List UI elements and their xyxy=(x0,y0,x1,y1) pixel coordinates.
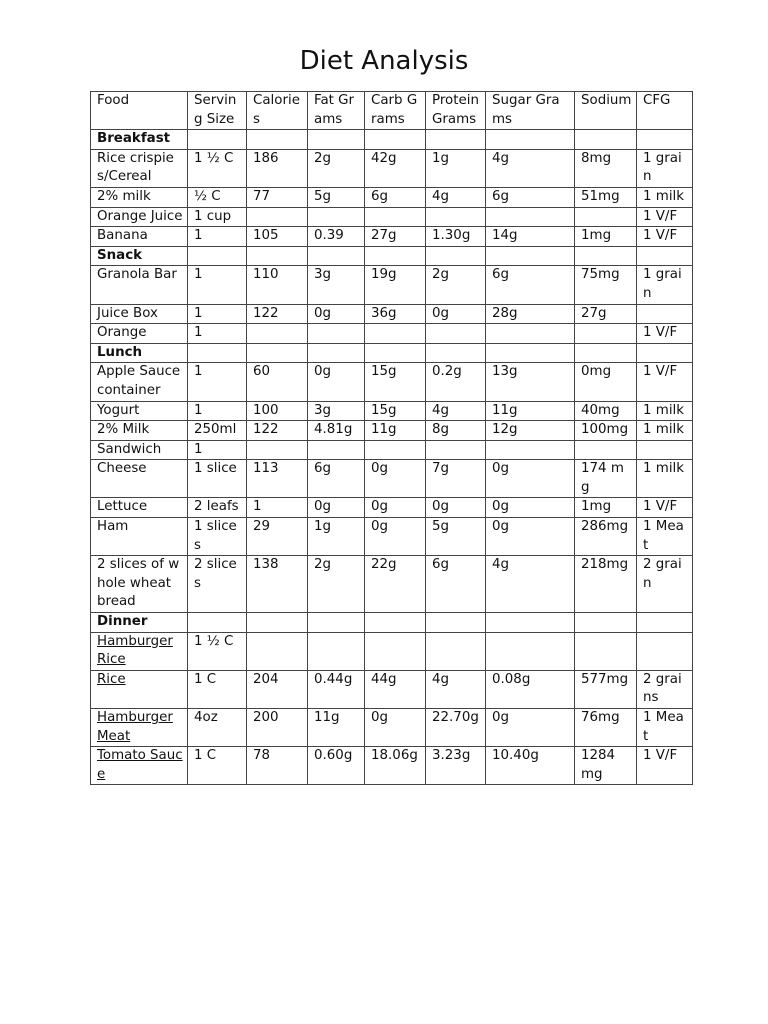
table-cell: 0.44g xyxy=(308,670,365,708)
table-body xyxy=(91,130,693,785)
table-cell: 8mg xyxy=(575,149,637,187)
table-cell xyxy=(308,613,365,633)
table-cell: 44g xyxy=(365,670,426,708)
table-cell: 7g xyxy=(426,460,486,498)
table-cell xyxy=(308,130,365,150)
table-cell xyxy=(637,632,693,670)
table-cell xyxy=(247,246,308,266)
table-cell: 1g xyxy=(426,149,486,187)
table-cell: 3.23g xyxy=(426,747,486,785)
food-cell: 2% milk xyxy=(91,187,188,207)
table-cell xyxy=(188,613,247,633)
food-cell: Hamburger Meat xyxy=(91,709,188,747)
table-cell: 4g xyxy=(426,670,486,708)
header-cell: Calories xyxy=(247,92,308,130)
table-cell: 1 milk xyxy=(637,421,693,441)
table-cell: 4g xyxy=(486,556,575,613)
table-cell: 1g xyxy=(308,518,365,556)
table-cell xyxy=(486,613,575,633)
table-cell xyxy=(247,130,308,150)
table-cell: 1.30g xyxy=(426,227,486,247)
table-row xyxy=(91,556,693,613)
table-row xyxy=(91,747,693,785)
table-cell: 28g xyxy=(486,304,575,324)
table-row xyxy=(91,304,693,324)
table-cell: 5g xyxy=(426,518,486,556)
table-row xyxy=(91,518,693,556)
table-cell: 4oz xyxy=(188,709,247,747)
table-cell: 200 xyxy=(247,709,308,747)
table-cell: 100 xyxy=(247,401,308,421)
table-cell: 1 milk xyxy=(637,187,693,207)
table-cell: 12g xyxy=(486,421,575,441)
table-row xyxy=(91,149,693,187)
table-cell: 0g xyxy=(308,498,365,518)
table-cell: 1 Meat xyxy=(637,709,693,747)
table-cell: 13g xyxy=(486,363,575,401)
table-cell: 174 mg xyxy=(575,460,637,498)
table-cell: 0.39 xyxy=(308,227,365,247)
table-cell: 15g xyxy=(365,363,426,401)
table-row xyxy=(91,187,693,207)
food-cell: 2% Milk xyxy=(91,421,188,441)
table-cell xyxy=(308,246,365,266)
food-cell: Ham xyxy=(91,518,188,556)
table-cell: 1 grain xyxy=(637,149,693,187)
table-cell: 1mg xyxy=(575,227,637,247)
table-row xyxy=(91,460,693,498)
table-cell: 0g xyxy=(486,518,575,556)
table-cell: 6g xyxy=(486,187,575,207)
table-cell: 1mg xyxy=(575,498,637,518)
table-cell: 1 V/F xyxy=(637,363,693,401)
table-cell xyxy=(365,246,426,266)
table-cell: 2 grain xyxy=(637,556,693,613)
table-cell xyxy=(486,246,575,266)
table-cell xyxy=(188,343,247,363)
table-cell: 0g xyxy=(365,518,426,556)
table-cell xyxy=(486,440,575,460)
table-cell: 1 V/F xyxy=(637,747,693,785)
table-cell: 2g xyxy=(426,266,486,304)
table-cell: 2 leafs xyxy=(188,498,247,518)
table-cell: 2 grains xyxy=(637,670,693,708)
table-cell: 250ml xyxy=(188,421,247,441)
table-cell: 1 V/F xyxy=(637,207,693,227)
table-cell: 18.06g xyxy=(365,747,426,785)
table-cell: 577mg xyxy=(575,670,637,708)
food-cell: Granola Bar xyxy=(91,266,188,304)
table-cell xyxy=(575,207,637,227)
table-cell xyxy=(365,613,426,633)
table-cell xyxy=(486,130,575,150)
header-cell: CFG xyxy=(637,92,693,130)
table-cell xyxy=(188,130,247,150)
table-cell xyxy=(308,440,365,460)
table-cell: 105 xyxy=(247,227,308,247)
table-cell: 11g xyxy=(308,709,365,747)
food-cell: Cheese xyxy=(91,460,188,498)
table-cell: 3g xyxy=(308,401,365,421)
table-cell: 27g xyxy=(365,227,426,247)
table-cell: 1 ½ C xyxy=(188,632,247,670)
table-cell: 0g xyxy=(426,498,486,518)
table-cell: 40mg xyxy=(575,401,637,421)
food-cell: Hamburger Rice xyxy=(91,632,188,670)
table-cell: 11g xyxy=(365,421,426,441)
table-cell: 60 xyxy=(247,363,308,401)
table-cell xyxy=(575,343,637,363)
food-cell: Dinner xyxy=(91,613,188,633)
table-cell: 0mg xyxy=(575,363,637,401)
table-row xyxy=(91,363,693,401)
table-cell: 4.81g xyxy=(308,421,365,441)
table-cell xyxy=(188,246,247,266)
food-cell: Tomato Sauce xyxy=(91,747,188,785)
table-cell xyxy=(247,632,308,670)
header-row xyxy=(91,92,693,130)
table-cell: 2 slices xyxy=(188,556,247,613)
table-cell: 0.60g xyxy=(308,747,365,785)
table-cell xyxy=(637,246,693,266)
table-row xyxy=(91,324,693,344)
table-cell: 6g xyxy=(308,460,365,498)
table-cell: 0.2g xyxy=(426,363,486,401)
table-cell xyxy=(575,324,637,344)
table-cell xyxy=(426,207,486,227)
table-cell: 6g xyxy=(426,556,486,613)
table-cell: 218mg xyxy=(575,556,637,613)
table-cell xyxy=(426,343,486,363)
table-cell xyxy=(637,440,693,460)
table-cell: 15g xyxy=(365,401,426,421)
table-cell xyxy=(308,343,365,363)
table-cell: 1 V/F xyxy=(637,498,693,518)
table-cell: 1 xyxy=(188,401,247,421)
table-row xyxy=(91,421,693,441)
table-cell xyxy=(365,207,426,227)
table-cell: 100mg xyxy=(575,421,637,441)
table-cell: 1 milk xyxy=(637,460,693,498)
table-cell: 4g xyxy=(486,149,575,187)
table-cell: 19g xyxy=(365,266,426,304)
table-cell: 3g xyxy=(308,266,365,304)
table-cell xyxy=(426,246,486,266)
table-cell xyxy=(426,632,486,670)
table-cell xyxy=(486,632,575,670)
table-cell: 286mg xyxy=(575,518,637,556)
table-cell xyxy=(575,632,637,670)
table-cell: 186 xyxy=(247,149,308,187)
table-cell: 78 xyxy=(247,747,308,785)
table-cell: 138 xyxy=(247,556,308,613)
table-cell: 51mg xyxy=(575,187,637,207)
food-cell: Orange xyxy=(91,324,188,344)
table-cell xyxy=(637,304,693,324)
header-cell: Sugar Grams xyxy=(486,92,575,130)
table-row xyxy=(91,227,693,247)
table-cell xyxy=(365,632,426,670)
table-cell xyxy=(637,130,693,150)
section-row xyxy=(91,343,693,363)
table-cell: 1 C xyxy=(188,670,247,708)
table-cell xyxy=(637,343,693,363)
table-cell xyxy=(426,440,486,460)
table-cell: 0g xyxy=(365,498,426,518)
header-cell: Protein Grams xyxy=(426,92,486,130)
table-cell: ½ C xyxy=(188,187,247,207)
table-cell: 4g xyxy=(426,401,486,421)
food-cell: Banana xyxy=(91,227,188,247)
table-row xyxy=(91,670,693,708)
table-cell xyxy=(247,613,308,633)
table-cell: 75mg xyxy=(575,266,637,304)
food-cell: Rice xyxy=(91,670,188,708)
table-cell: 22.70g xyxy=(426,709,486,747)
food-cell: Snack xyxy=(91,246,188,266)
table-cell: 113 xyxy=(247,460,308,498)
table-row xyxy=(91,401,693,421)
table-cell xyxy=(575,440,637,460)
table-cell: 42g xyxy=(365,149,426,187)
table-cell: 29 xyxy=(247,518,308,556)
table-cell: 1 grain xyxy=(637,266,693,304)
table-cell: 6g xyxy=(486,266,575,304)
table-cell xyxy=(247,440,308,460)
table-cell: 27g xyxy=(575,304,637,324)
table-cell: 0g xyxy=(486,498,575,518)
table-cell: 110 xyxy=(247,266,308,304)
table-cell xyxy=(637,613,693,633)
food-cell: Juice Box xyxy=(91,304,188,324)
table-cell xyxy=(365,130,426,150)
food-cell: 2 slices of whole wheat bread xyxy=(91,556,188,613)
table-cell: 1 xyxy=(188,266,247,304)
food-cell: Lettuce xyxy=(91,498,188,518)
header-cell: Food xyxy=(91,92,188,130)
table-cell xyxy=(575,613,637,633)
table-cell xyxy=(308,632,365,670)
table-cell xyxy=(486,343,575,363)
food-cell: Rice crispies/Cereal xyxy=(91,149,188,187)
table-cell: 10.40g xyxy=(486,747,575,785)
section-row xyxy=(91,246,693,266)
food-cell: Yogurt xyxy=(91,401,188,421)
table-cell: 1 slice xyxy=(188,460,247,498)
table-cell: 5g xyxy=(308,187,365,207)
table-cell xyxy=(426,324,486,344)
table-row xyxy=(91,266,693,304)
section-row xyxy=(91,130,693,150)
table-cell: 0g xyxy=(365,460,426,498)
table-row xyxy=(91,440,693,460)
table-cell: 1 xyxy=(188,227,247,247)
diet-table xyxy=(90,91,693,785)
table-cell: 0g xyxy=(308,304,365,324)
table-cell: 11g xyxy=(486,401,575,421)
table-cell xyxy=(308,324,365,344)
table-cell: 4g xyxy=(426,187,486,207)
table-cell: 1 milk xyxy=(637,401,693,421)
table-cell: 1 C xyxy=(188,747,247,785)
table-cell xyxy=(308,207,365,227)
table-cell xyxy=(426,130,486,150)
table-cell: 2g xyxy=(308,556,365,613)
table-cell: 0g xyxy=(486,709,575,747)
header-cell: Sodium xyxy=(575,92,637,130)
food-cell: Lunch xyxy=(91,343,188,363)
table-cell: 1 xyxy=(188,363,247,401)
table-cell: 1 xyxy=(188,324,247,344)
table-cell xyxy=(365,343,426,363)
table-cell xyxy=(426,613,486,633)
table-cell: 1 V/F xyxy=(637,227,693,247)
table-row xyxy=(91,207,693,227)
table-cell xyxy=(365,440,426,460)
table-row xyxy=(91,632,693,670)
table-cell: 0g xyxy=(486,460,575,498)
table-cell xyxy=(247,343,308,363)
table-cell: 204 xyxy=(247,670,308,708)
table-cell: 76mg xyxy=(575,709,637,747)
table-cell: 122 xyxy=(247,421,308,441)
food-cell: Sandwich xyxy=(91,440,188,460)
table-cell: 0g xyxy=(308,363,365,401)
table-cell xyxy=(486,207,575,227)
table-cell: 0.08g xyxy=(486,670,575,708)
table-cell: 8g xyxy=(426,421,486,441)
table-cell xyxy=(247,207,308,227)
table-cell: 1 ½ C xyxy=(188,149,247,187)
table-cell: 36g xyxy=(365,304,426,324)
header-cell: Carb Grams xyxy=(365,92,426,130)
table-cell: 1 Meat xyxy=(637,518,693,556)
header-cell: Serving Size xyxy=(188,92,247,130)
table-cell: 1 xyxy=(247,498,308,518)
table-cell: 1 V/F xyxy=(637,324,693,344)
table-cell: 0g xyxy=(426,304,486,324)
table-cell: 1284 mg xyxy=(575,747,637,785)
table-cell: 2g xyxy=(308,149,365,187)
table-row xyxy=(91,709,693,747)
table-cell: 1 cup xyxy=(188,207,247,227)
table-cell: 1 slices xyxy=(188,518,247,556)
table-row xyxy=(91,498,693,518)
food-cell: Apple Sauce container xyxy=(91,363,188,401)
table-cell xyxy=(365,324,426,344)
table-cell: 1 xyxy=(188,304,247,324)
section-row xyxy=(91,613,693,633)
table-cell: 77 xyxy=(247,187,308,207)
food-cell: Breakfast xyxy=(91,130,188,150)
table-cell: 14g xyxy=(486,227,575,247)
table-cell: 122 xyxy=(247,304,308,324)
table-cell: 6g xyxy=(365,187,426,207)
table-cell: 22g xyxy=(365,556,426,613)
table-cell xyxy=(575,246,637,266)
page-title: Diet Analysis xyxy=(299,46,469,76)
table-cell xyxy=(247,324,308,344)
table-cell xyxy=(486,324,575,344)
food-cell: Orange Juice xyxy=(91,207,188,227)
header-cell: Fat Grams xyxy=(308,92,365,130)
table-cell: 1 xyxy=(188,440,247,460)
table-cell xyxy=(575,130,637,150)
table-cell: 0g xyxy=(365,709,426,747)
